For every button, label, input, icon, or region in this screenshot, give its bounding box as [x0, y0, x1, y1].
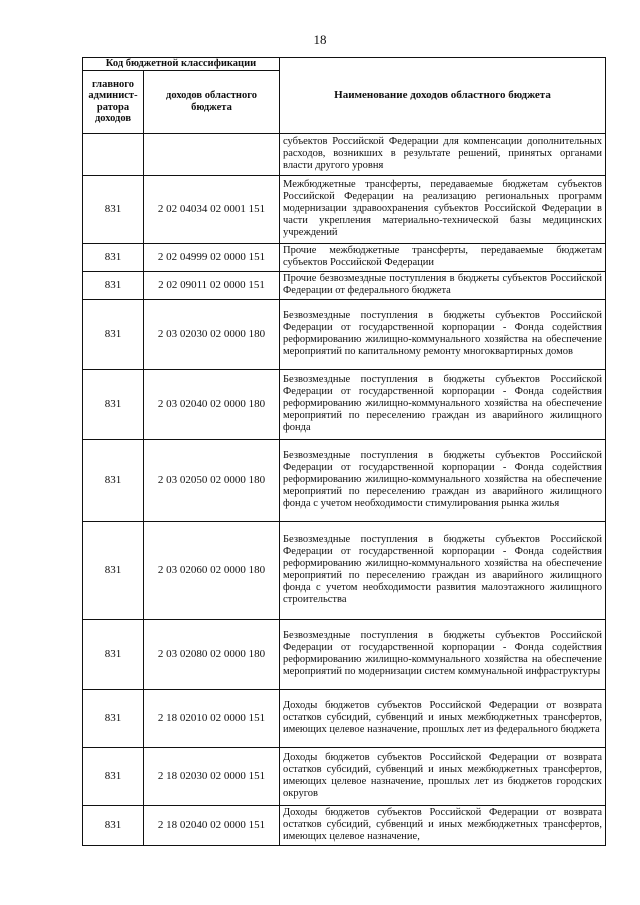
table-row: [83, 747, 606, 805]
income-name-cell: Межбюджетные трансферты, передаваемые бюджетам субъектов Российской Федерации на реализацию региональных программ модернизации здравоохранения субъектов Российской Федерации в части укрепления материально-технической базы медицинских учреждений: [280, 175, 606, 243]
table-row: [83, 133, 606, 175]
income-code-cell: 2 02 09011 02 0000 151: [144, 271, 280, 299]
admin-code-cell: 831: [83, 805, 144, 845]
income-name-cell: Доходы бюджетов субъектов Российской Федерации от возврата остатков субсидий, субвенций и иных межбюджетных трансфертов, имеющих целевое назначение, прошлых лет из федерального бюджета: [280, 689, 606, 747]
income-name-cell: Безвозмездные поступления в бюджеты субъектов Российской Федерации от государственной корпорации - Фонда содействия реформированию жилищно-коммунального хозяйства на обеспечение мероприятий по переселению граждан из аварийного жилищного фонда с учетом необходимости развития малоэтажного жилищного строительства: [280, 521, 606, 619]
income-code-cell: 2 18 02010 02 0000 151: [144, 689, 280, 747]
header-col-name: Наименование доходов областного бюджета: [280, 58, 606, 134]
table-header: [83, 58, 606, 134]
header-col-income: доходов областного бюджета: [144, 70, 280, 133]
table-row: [83, 805, 606, 845]
admin-code-cell: 831: [83, 369, 144, 439]
table-row: [83, 175, 606, 243]
income-name-cell: Безвозмездные поступления в бюджеты субъектов Российской Федерации от государственной корпорации - Фонда содействия реформированию жилищно-коммунального хозяйства на обеспечение мероприятий по переселению граждан из аварийного жилищного фонда с учетом необходимости стимулирования рынка жилья: [280, 439, 606, 521]
budget-classification-table: [82, 57, 606, 846]
income-code-cell: 2 02 04999 02 0000 151: [144, 243, 280, 271]
table-row: [83, 439, 606, 521]
income-name-cell: Прочие безвозмездные поступления в бюджеты субъектов Российской Федерации от федерального бюджета: [280, 271, 606, 299]
income-code-cell: 2 03 02030 02 0000 180: [144, 299, 280, 369]
income-code-cell: 2 03 02080 02 0000 180: [144, 619, 280, 689]
income-name-cell: Безвозмездные поступления в бюджеты субъектов Российской Федерации от государственной корпорации - Фонда содействия реформированию жилищно-коммунального хозяйства на обеспечение мероприятий по переселению граждан из аварийного жилищного фонда: [280, 369, 606, 439]
income-code-cell: 2 03 02050 02 0000 180: [144, 439, 280, 521]
income-name-cell: Доходы бюджетов субъектов Российской Федерации от возврата остатков субсидий, субвенций и иных межбюджетных трансфертов, имеющих целевое назначение, прошлых лет из бюджетов городских округов: [280, 747, 606, 805]
income-code-cell: 2 18 02040 02 0000 151: [144, 805, 280, 845]
income-code-cell: 2 03 02040 02 0000 180: [144, 369, 280, 439]
income-code-cell: [144, 133, 280, 175]
admin-code-cell: 831: [83, 175, 144, 243]
income-code-cell: 2 18 02030 02 0000 151: [144, 747, 280, 805]
income-name-cell: Безвозмездные поступления в бюджеты субъектов Российской Федерации от государственной корпорации - Фонда содействия реформированию жилищно-коммунального хозяйства на обеспечение мероприятий по капитальному ремонту многоквартирных домов: [280, 299, 606, 369]
table-body: [83, 133, 606, 845]
income-code-cell: 2 03 02060 02 0000 180: [144, 521, 280, 619]
income-code-cell: 2 02 04034 02 0001 151: [144, 175, 280, 243]
income-name-cell: Доходы бюджетов субъектов Российской Федерации от возврата остатков субсидий, субвенций и иных межбюджетных трансфертов, имеющих целевое назначение,: [280, 805, 606, 845]
table-row: [83, 243, 606, 271]
admin-code-cell: 831: [83, 747, 144, 805]
admin-code-cell: 831: [83, 521, 144, 619]
admin-code-cell: 831: [83, 619, 144, 689]
admin-code-cell: 831: [83, 689, 144, 747]
table-row: [83, 689, 606, 747]
header-col-admin: главного админист-ратора доходов: [83, 70, 144, 133]
table-row: [83, 619, 606, 689]
table-row: [83, 521, 606, 619]
admin-code-cell: [83, 133, 144, 175]
admin-code-cell: 831: [83, 439, 144, 521]
admin-code-cell: 831: [83, 299, 144, 369]
header-group-title: Код бюджетной классификации: [83, 58, 280, 71]
income-name-cell: Безвозмездные поступления в бюджеты субъектов Российской Федерации от государственной корпорации - Фонда содействия реформированию жилищно-коммунального хозяйства на обеспечение мероприятий по модернизации систем коммунальной инфраструктуры: [280, 619, 606, 689]
page-number: 18: [313, 32, 327, 47]
income-name-cell: субъектов Российской Федерации для компенсации дополнительных расходов, возникших в результате решений, принятых органами власти другого уровня: [280, 133, 606, 175]
table-row: [83, 369, 606, 439]
admin-code-cell: 831: [83, 243, 144, 271]
table-row: [83, 299, 606, 369]
income-name-cell: Прочие межбюджетные трансферты, передаваемые бюджетам субъектов Российской Федерации: [280, 243, 606, 271]
table-row: [83, 271, 606, 299]
admin-code-cell: 831: [83, 271, 144, 299]
